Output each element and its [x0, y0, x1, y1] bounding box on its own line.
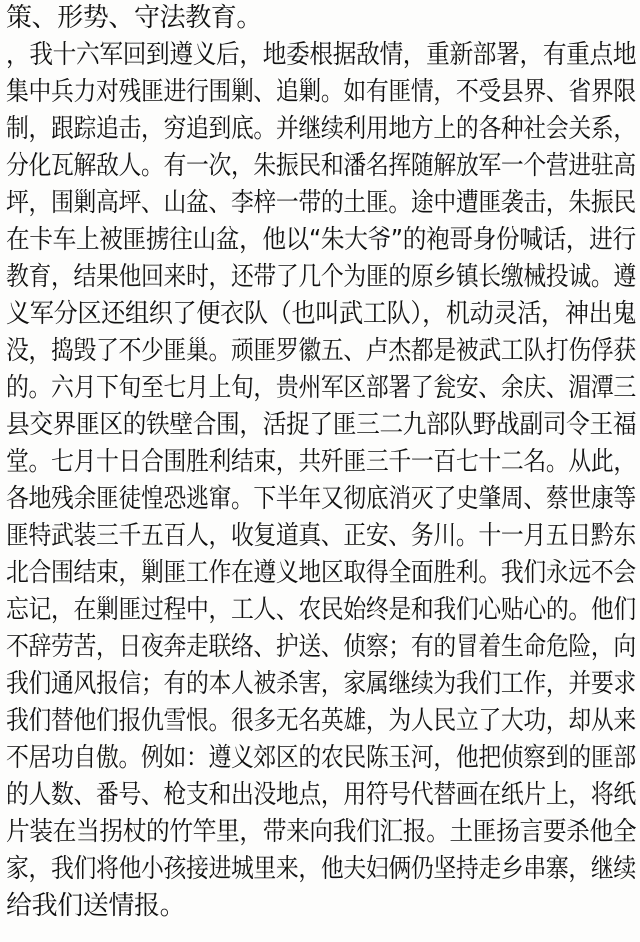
text-line-5: 分化瓦解敌人。有一次，朱振民和潘名挥随解放军一个营进驻高: [6, 151, 636, 181]
text-line-8: 教育，结果他回来时，还带了几个为匪的原乡镇长缴械投诚。遵: [6, 262, 636, 292]
text-line-3: 集中兵力对残匪进行围剿、追剿。如有匪情，不受县界、省界限: [6, 77, 636, 107]
text-line-22: 的人数、番号、枪支和出没地点，用符号代替画在纸片上，将纸: [6, 780, 636, 810]
text-line-14: 各地残余匪徒惶恐逃窜。下半年又彻底消灭了史肇周、蔡世康等: [6, 484, 636, 514]
text-line-9: 义军分区还组织了便衣队（也叫武工队），机动灵活，神出鬼: [6, 299, 637, 329]
text-line-18: 不辞劳苦，日夜奔走联络、护送、侦察；有的冒着生命危险，向: [6, 632, 636, 662]
text-line-12: 县交界匪区的铁壁合围，活捉了匪三二九部队野战副司令王福: [6, 410, 637, 440]
text-line-10: 没，捣毁了不少匪巢。顽匪罗徽五、卢杰都是被武工队打伤俘获: [6, 336, 636, 366]
text-line-25: 给我们送情报。: [6, 891, 186, 921]
text-line-4: 制，跟踪追击，穷追到底。并继续利用地方上的各种社会关系，: [6, 114, 636, 144]
text-line-6: 坪，围剿高坪、山盆、李梓一带的土匪。途中遭匪袭击，朱振民: [6, 188, 636, 218]
text-line-1: 策、形势、守法教育。: [6, 3, 263, 33]
text-line-15: 匪特武装三千五百人，收复道真、正安、务川。十一月五日黔东: [6, 521, 636, 551]
text-line-21: 不居功自傲。例如：遵义郊区的农民陈玉河，他把侦察到的匪部: [6, 743, 636, 773]
text-line-16: 北合围结束，剿匪工作在遵义地区取得全面胜利。我们永远不会: [6, 558, 636, 588]
text-line-20: 我们替他们报仇雪恨。很多无名英雄，为人民立了大功，却从来: [6, 706, 636, 736]
text-line-7: 在卡车上被匪掳往山盆，他以“朱大爷”的袍哥身份喊话，进行: [6, 225, 636, 255]
text-line-24: 家，我们将他小孩接进城里来，他夫妇俩仍坚持走乡串寨，继续: [6, 854, 636, 884]
text-line-2: ，我十六军回到遵义后，地委根据敌情，重新部署，有重点地: [6, 40, 637, 70]
text-line-13: 堂。七月十日合围胜利结束，共歼匪三千一百七十二名。从此，: [6, 447, 636, 477]
text-line-23: 片装在当拐杖的竹竿里，带来向我们汇报。土匪扬言要杀他全: [6, 817, 637, 847]
text-line-11: 的。六月下旬至七月上旬，贵州军区部署了瓮安、余庆、湄潭三: [6, 373, 636, 403]
text-line-19: 我们通风报信；有的本人被杀害，家属继续为我们工作，并要求: [6, 669, 636, 699]
text-line-17: 忘记，在剿匪过程中，工人、农民始终是和我们心贴心的。他们: [6, 595, 636, 625]
